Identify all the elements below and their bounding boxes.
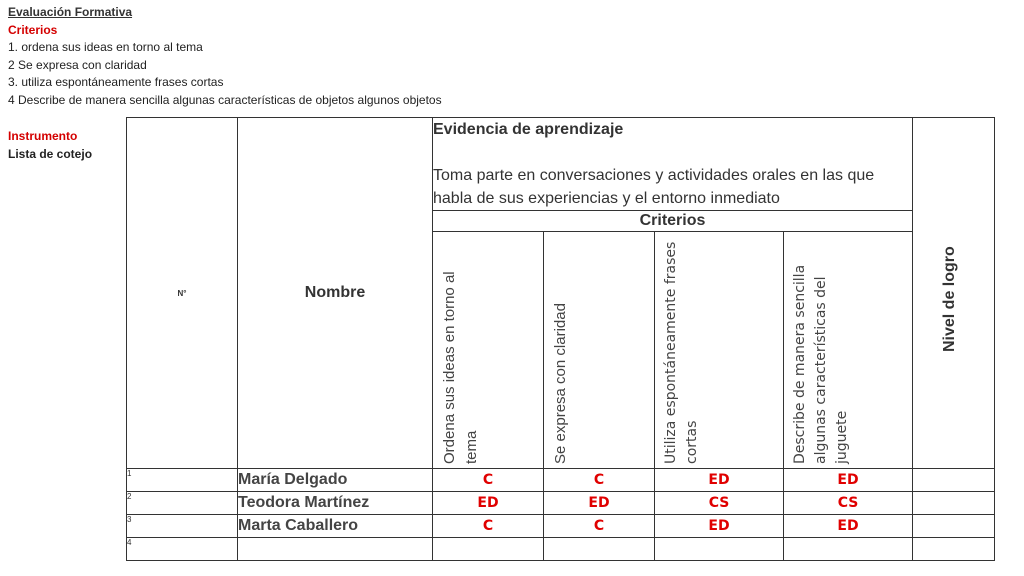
mark-cell — [655, 538, 784, 561]
instrumento-value: Lista de cotejo — [8, 146, 93, 161]
criterion-column-3 — [655, 232, 784, 469]
mark-cell: ED — [655, 515, 784, 538]
table-row — [127, 492, 995, 515]
criterion-text-3: 3. utiliza espontáneamente frases cortas — [8, 75, 224, 90]
criterion-line-4 — [8, 92, 442, 110]
number-column-header: N° — [127, 118, 238, 469]
criterion-line-3 — [8, 74, 442, 92]
criterion-column-2-label: Se expresa con claridad — [552, 303, 569, 464]
criterion-column-3-label: Utiliza espontáneamente frases cortas — [663, 241, 700, 464]
nivel-cell — [913, 538, 995, 561]
criterion-text-1: 1. ordena sus ideas en torno al tema — [8, 40, 203, 55]
criterion-column-4 — [784, 232, 913, 469]
criterion-column-4-label: Describe de manera sencilla algunas características del juguete — [792, 264, 850, 464]
row-number: 3 — [127, 515, 238, 538]
table-row — [127, 538, 995, 561]
criterios-header: Criterios — [433, 211, 913, 232]
student-name: Teodora Martínez — [238, 492, 433, 515]
mark-cell — [433, 538, 544, 561]
table-row — [127, 515, 995, 538]
mark-cell: CS — [784, 492, 913, 515]
student-name — [238, 538, 433, 561]
student-name: Marta Caballero — [238, 515, 433, 538]
criterios-label: Criterios — [8, 22, 58, 37]
mark-cell: ED — [784, 515, 913, 538]
criterion-column-1 — [433, 232, 544, 469]
mark-cell — [544, 538, 655, 561]
mark-cell — [784, 538, 913, 561]
criterion-text-2: 2 Se expresa con claridad — [8, 57, 147, 72]
mark-cell: C — [433, 515, 544, 538]
nivel-cell — [913, 492, 995, 515]
mark-cell: C — [433, 469, 544, 492]
instrument-block — [8, 128, 92, 163]
criterion-text-4: 4 Describe de manera sencilla algunas características de objetos — [8, 92, 355, 107]
mark-cell: C — [544, 515, 655, 538]
instrumento-label: Instrumento — [8, 129, 78, 143]
mark-cell: CS — [655, 492, 784, 515]
mark-cell: C — [544, 469, 655, 492]
mark-cell: ED — [544, 492, 655, 515]
row-number: 4 — [127, 538, 238, 561]
criterion-column-2 — [544, 232, 655, 469]
checklist-table — [126, 117, 995, 561]
criterion-column-1-label: Ordena sus ideas en torno al tema — [441, 271, 480, 464]
nivel-cell — [913, 469, 995, 492]
header-block — [8, 4, 442, 110]
evidence-cell — [433, 118, 913, 211]
table-row — [127, 469, 995, 492]
mark-cell: ED — [433, 492, 544, 515]
evidence-text: Toma parte en conversaciones y actividades orales en las que habla de sus experiencias y el entorno inmediato — [433, 167, 875, 207]
criterion-text-4-tail: algunos objetos — [354, 92, 442, 107]
page-title: Evaluación Formativa — [8, 5, 133, 19]
name-column-header: Nombre — [238, 118, 433, 469]
nivel-column-header — [913, 118, 995, 469]
criterion-line-2 — [8, 57, 442, 75]
evidence-title: Evidencia de aprendizaje — [433, 121, 624, 138]
mark-cell: ED — [784, 469, 913, 492]
mark-cell: ED — [655, 469, 784, 492]
criterion-line-1 — [8, 39, 442, 57]
nivel-cell — [913, 515, 995, 538]
student-name: María Delgado — [238, 469, 433, 492]
nivel-header-text: Nivel de logro — [941, 246, 958, 352]
row-number: 1 — [127, 469, 238, 492]
row-number: 2 — [127, 492, 238, 515]
